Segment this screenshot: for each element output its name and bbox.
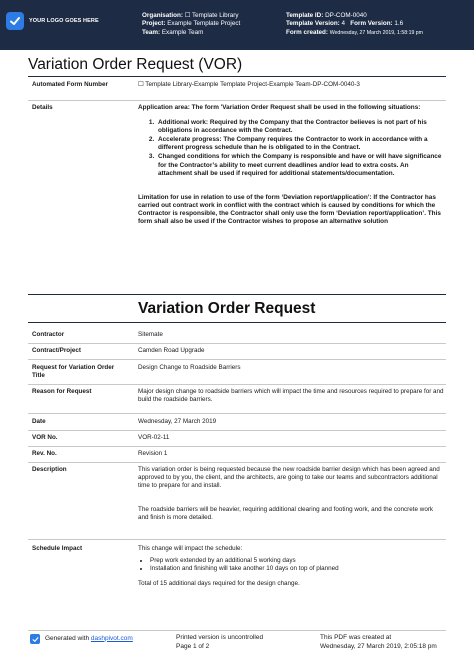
rev-no-label: Rev. No.	[32, 450, 57, 457]
form-created-value: Wednesday, 27 March 2019, 1:58:19 pm	[329, 29, 423, 36]
details-label: Details	[32, 104, 53, 111]
description-value	[138, 466, 444, 522]
list-item: 1. Additional work: Required by the Company that the Contractor believes is not part of his obligations in accordance with the Contract.	[156, 119, 444, 135]
request-title-value: Design Change to Roadside Barriers	[138, 364, 241, 371]
contractor-label: Contractor	[32, 331, 65, 338]
row-divider	[28, 539, 446, 540]
form-number-value: Template Library-Example Template Project-Example Team-DP-COM-0040-3	[145, 81, 360, 88]
footer-created	[320, 634, 450, 651]
page-title: Variation Order Request (VOR)	[28, 56, 243, 73]
details-value	[138, 104, 444, 226]
footer-generated	[30, 634, 133, 644]
header-org-column	[142, 12, 240, 37]
form-version-value: 1.6	[394, 20, 404, 28]
contractor-value: Sitemate	[138, 331, 163, 338]
list-item: • Prep work extended by an additional 5 working days	[150, 557, 444, 565]
form-number-value-wrap	[138, 81, 444, 89]
section-title-divider	[28, 322, 446, 323]
schedule-list	[150, 557, 444, 573]
form-number-row	[28, 81, 446, 99]
title-divider	[28, 76, 446, 77]
contract-project-label: Contract/Project	[32, 347, 81, 354]
generated-prefix: Generated with	[45, 634, 90, 642]
template-id-value: DP-COM-0040	[325, 12, 367, 19]
form-created-label: Form created:	[286, 28, 328, 36]
footer-divider	[28, 630, 446, 631]
section-divider	[28, 294, 446, 295]
description-paragraph: The roadside barriers will be heavier, requiring additional clearing and footing work, and the concrete work and finish is more detailed.	[138, 505, 434, 521]
printed-note: Printed version is uncontrolled	[176, 634, 264, 641]
details-row	[28, 104, 446, 264]
details-limitation: Limitation for use in relation to use of the form ‘Deviation report/application’: If the Contractor has carried out contract work in conflict with the contract which is caused by conditions for which the Contractor is responsible, the Contractor shall only use the form ‘Deviation report/application’. This form shall also be used if the Contractor wishes to propose an alternative solution	[138, 193, 441, 226]
details-list	[156, 119, 444, 178]
dashpivot-link[interactable]: dashpivot.com	[90, 634, 133, 642]
section-title: Variation Order Request	[138, 300, 316, 317]
contract-project-value: Camden Road Upgrade	[138, 347, 205, 354]
row-divider	[28, 384, 446, 385]
template-version-label: Template Version:	[286, 20, 340, 28]
page-number: Page 1 of 2	[176, 642, 210, 650]
schedule-label: Schedule Impact	[32, 545, 83, 552]
logo-icon	[6, 12, 24, 30]
date-value: Wednesday, 27 March 2019	[138, 418, 217, 425]
row-divider	[28, 446, 446, 447]
team-label: Team:	[142, 28, 161, 36]
row-divider	[28, 413, 446, 414]
header-template-column	[286, 12, 468, 37]
form-number-label: Automated Form Number	[32, 81, 108, 88]
logo-text: YOUR LOGO GOES HERE	[29, 18, 99, 24]
organisation-value: Template Library	[191, 12, 239, 19]
vor-no-value: VOR-02-11	[138, 434, 170, 441]
vor-no-label: VOR No.	[32, 434, 58, 441]
rev-no-value: Revision 1	[138, 450, 168, 457]
list-item: 3. Changed conditions for which the Company is responsible and have or will have significance for the Contractor’s ability to meet current deadlines and/or lead to extra costs. An attachment shall be used if required for additional statements/documentation.	[156, 153, 444, 177]
row-divider	[28, 462, 446, 463]
row-divider	[28, 343, 446, 344]
row-divider	[28, 430, 446, 431]
form-version-label: Form Version:	[350, 20, 393, 28]
template-version-value: 4	[341, 20, 346, 28]
reason-value: Major design change to roadside barriers which will impact the time and resources required to prepare for and build the roadside barriers.	[138, 388, 444, 404]
organisation-label: Organisation:	[142, 12, 183, 19]
reason-label: Reason for Request	[32, 388, 92, 395]
created-value: Wednesday, 27 March 2019, 2:05:18 pm	[320, 642, 437, 650]
details-intro: Application area: The form 'Variation Order Request shall be used in the following situations:	[138, 104, 421, 111]
team-value: Example Team	[161, 28, 204, 36]
checkbox-icon: ☐	[138, 81, 144, 88]
schedule-total: Total of 15 additional days required for the design change.	[138, 579, 300, 587]
list-item: • Installation and finishing will take another 10 days on top of planned	[150, 565, 444, 573]
checkbox-icon: ☐	[184, 12, 191, 19]
template-id-label: Template ID:	[286, 12, 324, 19]
date-label: Date	[32, 418, 46, 425]
header-band	[0, 0, 474, 50]
request-title-label: Request for Variation Order Title	[32, 364, 115, 380]
row-divider	[28, 100, 446, 101]
list-item: 2. Accelerate progress: The Company requires the Contractor to work in accordance with a different progress schedule than he is obligated to in the Contract.	[156, 136, 444, 152]
project-label: Project:	[142, 20, 166, 28]
description-paragraph: This variation order is being requested because the new roadside barrier design which has been agreed and approved to by you, the client, and the architects, are going to take our teams and subcontractors additional time to prepare for and install.	[138, 466, 440, 490]
project-value: Example Template Project	[167, 20, 241, 28]
description-label: Description	[32, 466, 67, 473]
logo	[6, 10, 116, 32]
schedule-value	[138, 545, 444, 588]
row-divider	[28, 359, 446, 360]
schedule-intro: This change will impact the schedule:	[138, 545, 243, 552]
created-label: This PDF was created at	[320, 634, 392, 641]
dashpivot-icon	[30, 634, 40, 644]
footer-print-note	[176, 634, 263, 651]
